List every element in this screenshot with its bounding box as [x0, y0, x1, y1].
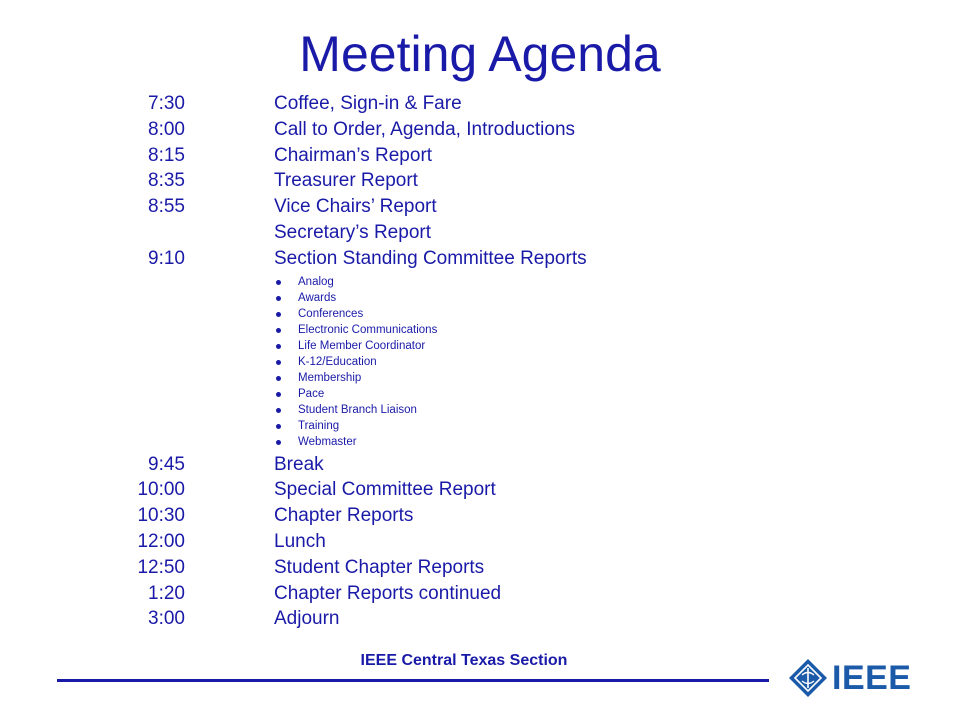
agenda-item: Student Chapter Reports: [274, 556, 485, 578]
footer-divider: [57, 679, 769, 682]
bullet-dot-icon: [276, 296, 281, 301]
agenda-item: Adjourn: [274, 608, 340, 630]
committee-name: Pace: [298, 387, 325, 400]
agenda-row: [0, 477, 960, 503]
agenda-item: Chairman’s Report: [274, 144, 433, 166]
committee-name: Membership: [298, 371, 362, 384]
bullet-dot-icon: [276, 424, 281, 429]
bullet-dot-icon: [276, 344, 281, 349]
committee-list-item: [0, 386, 960, 402]
agenda-time: 8:55: [148, 196, 185, 218]
agenda-time: 8:00: [148, 118, 185, 140]
committee-name: Life Member Coordinator: [298, 339, 426, 352]
agenda-time: 1:20: [148, 582, 185, 604]
agenda-time: 12:50: [137, 556, 185, 578]
agenda-row: [0, 555, 960, 581]
committee-list-item: [0, 434, 960, 450]
ieee-diamond-icon: [788, 658, 828, 698]
ieee-logo: [788, 656, 912, 700]
agenda-item: Special Committee Report: [274, 479, 496, 501]
agenda-item: Break: [274, 453, 324, 475]
bullet-dot-icon: [276, 360, 281, 365]
agenda-time: 9:45: [148, 453, 185, 475]
committee-list-item: [0, 290, 960, 306]
agenda-row: [0, 529, 960, 555]
bullet-dot-icon: [276, 376, 281, 381]
agenda-item: Chapter Reports continued: [274, 582, 502, 604]
footer-organization: IEEE Central Texas Section: [360, 652, 568, 669]
committee-list-item: [0, 354, 960, 370]
agenda-row: [0, 246, 960, 272]
ieee-logo-text: IEEE: [832, 659, 912, 697]
agenda-item: Section Standing Committee Reports: [274, 247, 587, 269]
committee-list-item: [0, 306, 960, 322]
agenda-section-later: [0, 452, 960, 633]
committee-report-list: [0, 274, 960, 450]
agenda-list: [0, 91, 960, 632]
agenda-row: [0, 220, 960, 246]
bullet-dot-icon: [276, 280, 281, 285]
agenda-row: [0, 143, 960, 169]
agenda-row: [0, 168, 960, 194]
agenda-row: [0, 117, 960, 143]
agenda-row: [0, 503, 960, 529]
agenda-row: [0, 194, 960, 220]
agenda-item: Vice Chairs’ Report: [274, 196, 437, 218]
bullet-dot-icon: [276, 408, 281, 413]
agenda-section-morning: [0, 91, 960, 272]
committee-list-item: [0, 274, 960, 290]
committee-name: Webmaster: [298, 435, 357, 448]
agenda-item: Chapter Reports: [274, 505, 414, 527]
agenda-time: 8:35: [148, 170, 185, 192]
bullet-dot-icon: [276, 440, 281, 445]
committee-name: Awards: [298, 291, 337, 304]
agenda-row: [0, 452, 960, 478]
committee-name: Conferences: [298, 307, 364, 320]
committee-list-item: [0, 370, 960, 386]
committee-list-item: [0, 322, 960, 338]
bullet-dot-icon: [276, 312, 281, 317]
bullet-dot-icon: [276, 328, 281, 333]
agenda-time: 7:30: [148, 93, 185, 114]
committee-name: Electronic Communications: [298, 323, 438, 336]
committee-list-item: [0, 338, 960, 354]
agenda-time: 12:00: [137, 530, 185, 552]
committee-list-item: [0, 418, 960, 434]
agenda-row: [0, 581, 960, 607]
agenda-time: 10:30: [137, 505, 185, 527]
agenda-item: Treasurer Report: [274, 170, 418, 192]
bullet-dot-icon: [276, 392, 281, 397]
committee-name: Analog: [298, 275, 334, 288]
agenda-item: Call to Order, Agenda, Introductions: [274, 118, 576, 140]
agenda-time: 10:00: [137, 479, 185, 501]
agenda-time: 9:10: [148, 247, 185, 269]
committee-name: Training: [298, 419, 340, 432]
agenda-item: Lunch: [274, 530, 326, 552]
committee-list-item: [0, 402, 960, 418]
agenda-item: Secretary’s Report: [274, 221, 431, 243]
slide-title: Meeting Agenda: [299, 26, 661, 82]
agenda-item: Coffee, Sign-in & Fare: [274, 93, 462, 114]
agenda-row: [0, 606, 960, 632]
agenda-row: [0, 91, 960, 117]
agenda-time: 8:15: [148, 144, 185, 166]
agenda-time: 3:00: [148, 608, 185, 630]
committee-name: Student Branch Liaison: [298, 403, 417, 416]
committee-name: K-12/Education: [298, 355, 377, 368]
